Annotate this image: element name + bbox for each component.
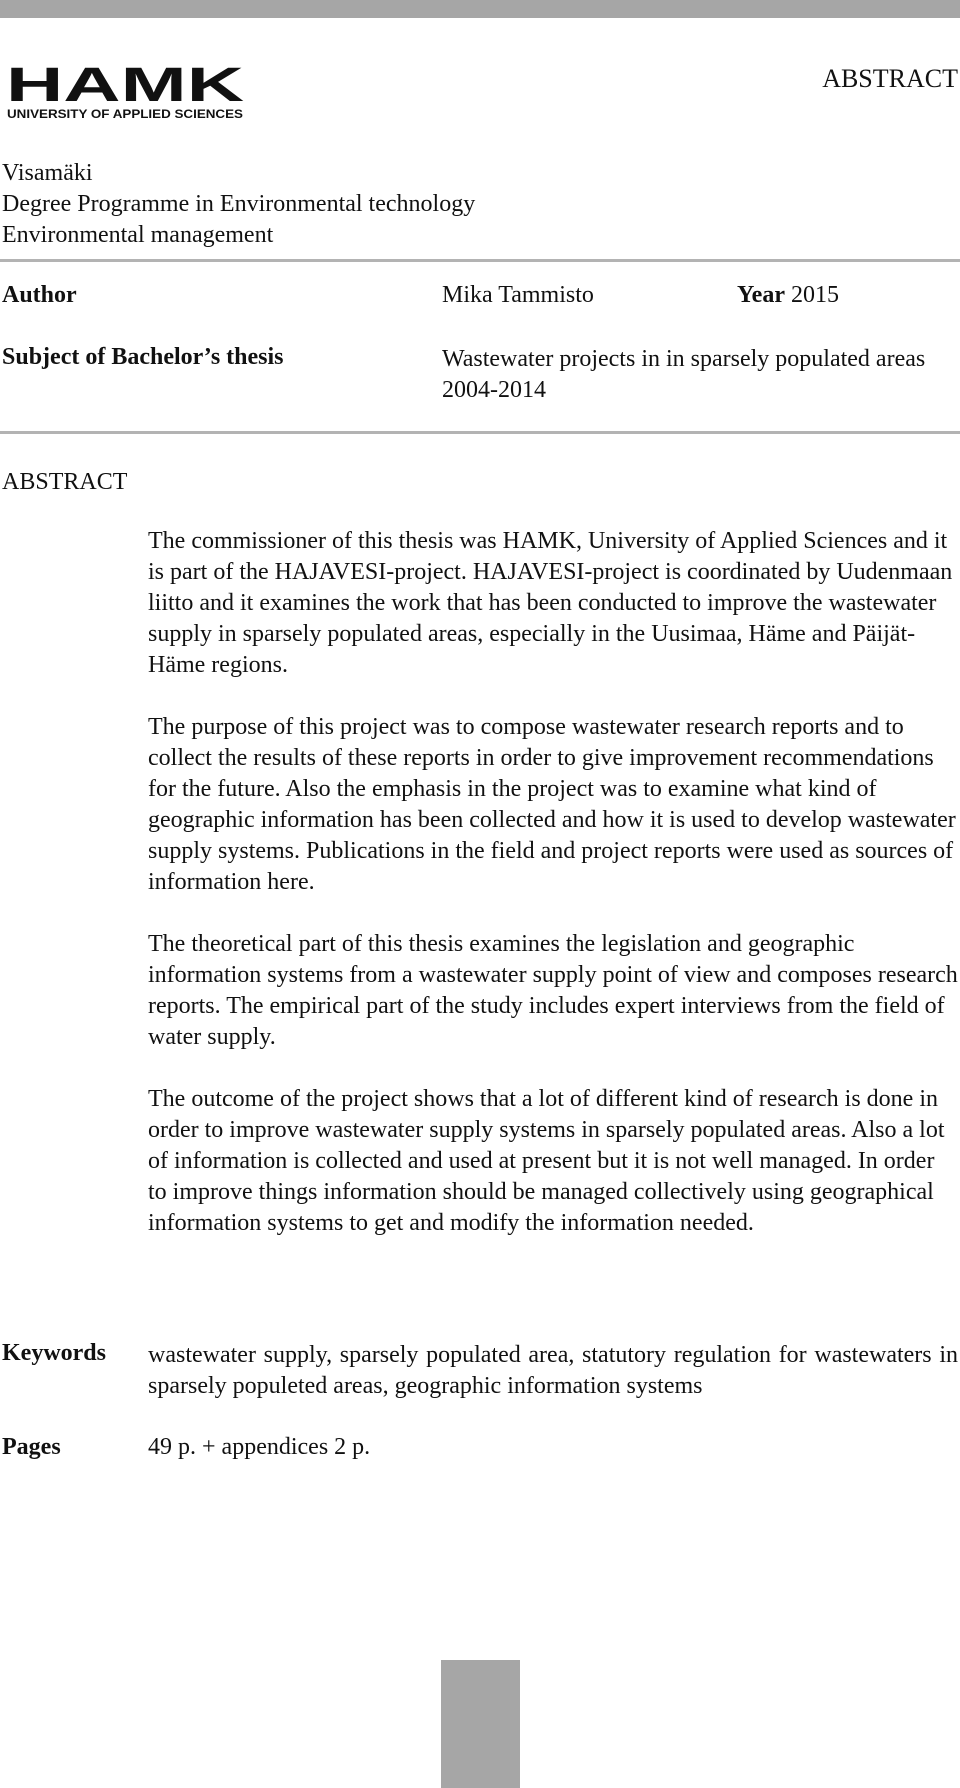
organization-block [2, 158, 475, 251]
divider-top [0, 259, 960, 262]
header-abstract-label: ABSTRACT [822, 64, 958, 93]
page-tab-marker [441, 1660, 520, 1788]
year-label: Year [737, 282, 785, 308]
unit-name: Visamäki [2, 160, 93, 186]
divider-bottom [0, 431, 960, 434]
author-value: Mika Tammisto [442, 282, 594, 308]
pages-value: 49 p. + appendices 2 p. [148, 1434, 371, 1460]
abstract-paragraph: The commissioner of this thesis was HAMK, University of Applied Sciences and it is part of the HAJAVESI-project. HAJAVESI-project is coordinated by Uudenmaan liitto and it examines the work that has been conducted to improve the wastewater supply in sparsely populated areas, especially in the Uusimaa, Häme and Päijät-Häme regions. [148, 528, 953, 678]
abstract-paragraph: The outcome of the project shows that a lot of different kind of research is done in order to improve wastewater supply systems in sparsely populated areas. Also a lot of information is collected and used at present but it is not well managed. In order to improve things information should be managed collectively using geographical information systems to get and modify the information needed. [148, 1086, 945, 1236]
year-field [737, 282, 839, 309]
keywords-value: wastewater supply, sparsely populated area, statutory regulation for wastewaters in sparsely populeted areas, geographic information systems [148, 1342, 958, 1399]
hamk-logo [6, 62, 252, 120]
abstract-paragraph: The purpose of this project was to compose wastewater research reports and to collect the results of these reports in order to give improvement recommendations for the future. Also the emphasis in the project was to examine what kind of geographic information has been collected and how it is used to develop wastewater supply systems. Publications in the field and project reports were used as sources of information here. [148, 714, 956, 895]
svg-text:UNIVERSITY OF APPLIED SCIENCES: UNIVERSITY OF APPLIED SCIENCES [7, 109, 244, 120]
year-value: 2015 [790, 282, 839, 308]
abstract-body [148, 526, 958, 1270]
degree-programme: Degree Programme in Environmental technology [2, 191, 476, 217]
svg-text:HAMK: HAMK [6, 62, 245, 112]
subject-value: Wastewater projects in in sparsely populated areas 2004-2014 [442, 346, 926, 403]
abstract-heading: ABSTRACT [2, 469, 128, 495]
pages-label: Pages [2, 1434, 61, 1460]
top-border-bar [0, 0, 960, 18]
specialisation: Environmental management [2, 222, 274, 248]
subject-label: Subject of Bachelor’s thesis [2, 344, 284, 370]
author-label: Author [2, 282, 77, 308]
abstract-paragraph: The theoretical part of this thesis examines the legislation and geographic information systems from a wastewater supply point of view and composes research reports. The empirical part of the study includes expert interviews from the field of water supply. [148, 931, 958, 1050]
keywords-label: Keywords [2, 1340, 106, 1366]
